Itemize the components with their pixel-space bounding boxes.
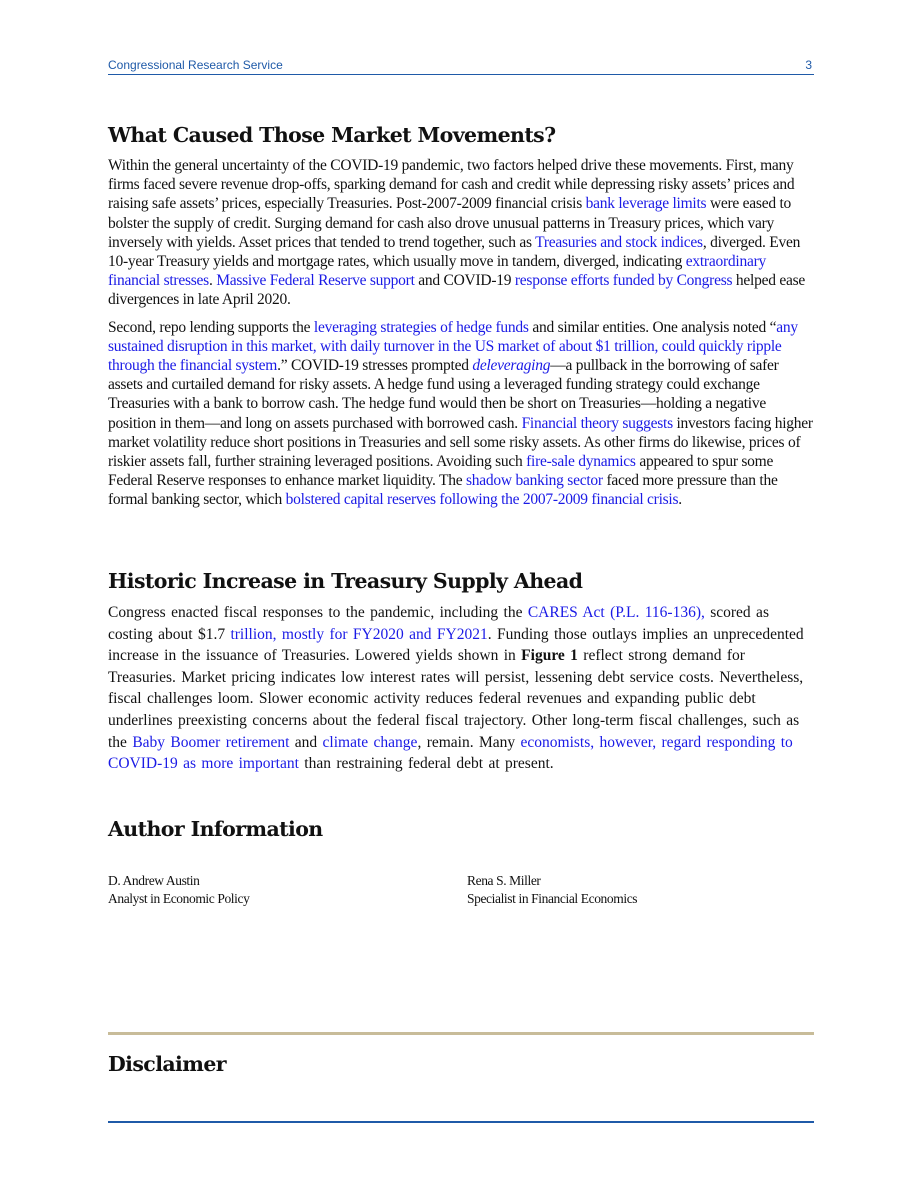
figure-reference: Figure 1	[521, 647, 578, 665]
section-heading: What Caused Those Market Movements?	[108, 123, 556, 147]
link-treasuries-stock-indices[interactable]: Treasuries and stock indices	[535, 233, 703, 251]
author-title: Specialist in Financial Economics	[467, 891, 638, 906]
section-heading: Author Information	[108, 817, 323, 841]
disclaimer-heading: Disclaimer	[108, 1052, 226, 1076]
text-run: Second, repo lending supports the	[108, 318, 314, 336]
link-baby-boomer[interactable]: Baby Boomer retirement	[132, 733, 290, 751]
text-run: and COVID-19	[414, 272, 515, 290]
text-run: .	[678, 491, 682, 509]
text-run: were eased to bolster the supply of credit. Surging demand for cash also drove unusual patterns in Treasury prices, which vary inversely with yields. Asset prices that tended to trend together, such as	[108, 195, 792, 251]
header-org: Congressional Research Service	[108, 58, 283, 72]
link-trillion-fy2020[interactable]: trillion, mostly for FY2020 and FY2021	[230, 625, 488, 643]
author-name: Rena S. Miller	[467, 873, 541, 888]
text-run: .” COVID-19 stresses prompted	[277, 357, 473, 375]
link-financial-theory[interactable]: Financial theory suggests	[521, 414, 673, 432]
author-title: Analyst in Economic Policy	[108, 891, 250, 906]
link-bank-leverage-limits[interactable]: bank leverage limits	[585, 195, 707, 213]
text-run: appeared to spur some Federal Reserve responses to enhance market liquidity. The	[108, 453, 774, 490]
paragraph	[108, 318, 814, 510]
link-repo-disruption-quote[interactable]: any sustained disruption in this market, with daily turnover in the US market of about $1 trillion, could quickly ripple through the financial system	[108, 318, 798, 375]
section-market-movements	[108, 122, 814, 518]
text-run: reflect strong demand for Treasuries. Market pricing indicates low interest rates will persist, lessening debt service costs. Nevertheless, fiscal challenges loom. Slower economic activity reduces federal revenues and expanding public debt underlines preexisting concerns about the federal fiscal trajectory. Other long-term fiscal challenges, such as the	[108, 647, 804, 751]
link-shadow-banking[interactable]: shadow banking sector	[466, 472, 603, 490]
link-hedge-fund-leverage[interactable]: leveraging strategies of hedge funds	[313, 318, 529, 336]
section-treasury-supply	[108, 568, 814, 783]
text-run: scored as costing about $1.7	[108, 604, 769, 643]
text-run: Within the general uncertainty of the COVID-19 pandemic, two factors helped drive these movements. First, many firms faced severe revenue drop-offs, sparking demand for cash and credit while depressing risky assets’ prices and raising safe assets’ prices, especially Treasuries. Post-2007-2009 financial crisis	[108, 157, 795, 213]
text-run: faced more pressure than the formal banking sector, which	[108, 472, 778, 509]
text-run: helped ease divergences in late April 2020.	[108, 272, 806, 309]
link-capital-reserves[interactable]: bolstered capital reserves following the 2007-2009 financial crisis	[285, 491, 679, 509]
running-header	[108, 56, 814, 75]
author-entry	[467, 872, 637, 908]
section-author-information	[108, 816, 814, 850]
author-name: D. Andrew Austin	[108, 873, 200, 888]
text-run: Congress enacted fiscal responses to the pandemic, including the	[108, 604, 528, 621]
footer-rule	[108, 1121, 814, 1123]
author-entry	[108, 872, 249, 908]
page-number: 3	[805, 58, 812, 72]
text-run: and similar entities. One analysis noted “	[528, 318, 777, 336]
author-list	[108, 872, 814, 912]
section-divider	[108, 1032, 814, 1035]
text-run: , diverged. Even 10-year Treasury yields and mortgage rates, which usually move in tandem, diverged, indicating	[108, 233, 801, 271]
text-run: . Funding those outlays implies an unprecedented increase in the issuance of Treasuries. Lowered yields shown in	[108, 625, 804, 665]
link-deleveraging[interactable]: deleveraging	[472, 357, 551, 375]
link-climate-change[interactable]: climate change	[322, 733, 418, 751]
link-extraordinary-stresses[interactable]: extraordinary financial stresses	[108, 253, 766, 290]
text-run: and	[289, 733, 323, 751]
link-economists[interactable]: economists, however, regard responding to COVID-19 as more important	[108, 733, 793, 773]
link-cares-act[interactable]: CARES Act (P.L. 116-136),	[527, 604, 705, 621]
link-congress-response[interactable]: response efforts funded by Congress	[514, 272, 733, 290]
paragraph	[108, 602, 814, 775]
text-run: than restraining federal debt at present.	[298, 755, 554, 773]
link-fire-sale-dynamics[interactable]: fire-sale dynamics	[526, 453, 636, 471]
text-run: investors facing higher market volatility reduce short positions in Treasuries and sell some risky assets. As other firms do likewise, prices of riskier assets fall, further straining leveraged positions. Avoiding such	[108, 414, 813, 471]
text-run: .	[208, 272, 217, 290]
text-run: , remain. Many	[417, 733, 521, 751]
link-fed-support[interactable]: Massive Federal Reserve support	[216, 272, 415, 290]
paragraph	[108, 156, 814, 310]
text-run: —a pullback in the borrowing of safer assets and curtailed demand for risky assets. A hedge fund using a leveraged funding strategy could exchange Treasuries with a bank to borrow cash. The hedge fund would then be short on Treasuries—holding a negative position in them—and long on assets purchased with borrowed cash.	[108, 357, 779, 432]
section-heading: Historic Increase in Treasury Supply Ahead	[108, 569, 583, 593]
